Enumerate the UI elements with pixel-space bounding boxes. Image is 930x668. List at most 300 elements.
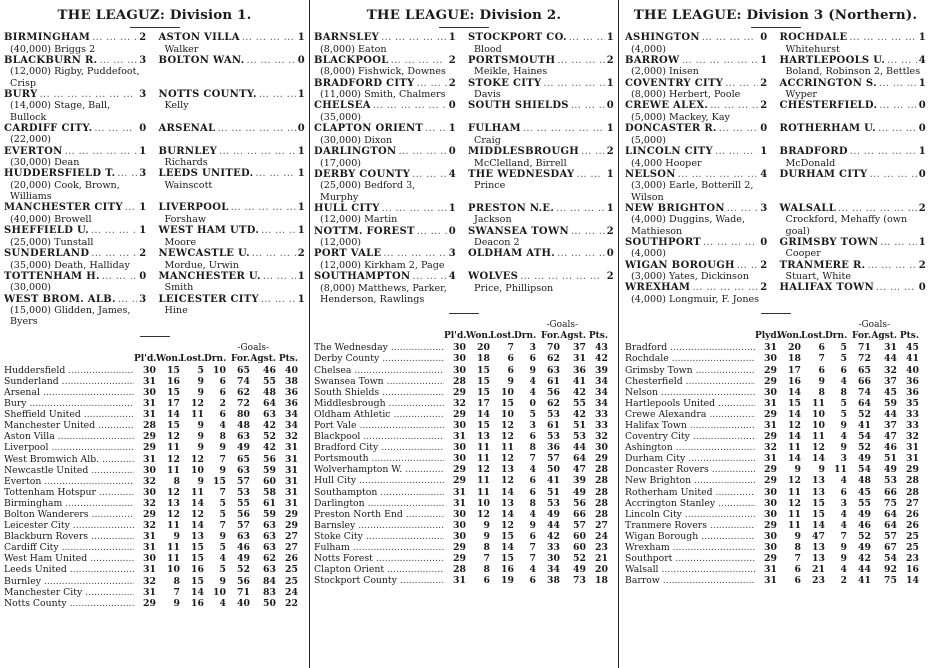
goals-against-cell: 63 [263,564,276,576]
home-team-name: EVERTON [4,145,63,157]
lost-cell: 10 [501,386,514,398]
drawn-cell: 5 [219,497,226,509]
won-cell: 12 [167,453,180,465]
leader-dots [557,55,604,67]
away-scorers: Whitehurst [785,43,840,55]
leader-dots [880,237,916,249]
won-cell: 15 [167,386,180,398]
match-result [314,78,614,101]
played-cell: 29 [764,364,777,376]
table-row [314,531,614,542]
away-score: 0 [297,122,305,134]
drawn-cell: 4 [840,475,847,487]
points-cell: 28 [595,475,608,487]
lost-cell: 15 [191,542,204,554]
match-result [625,146,926,169]
team-name-cell: Sheffield United ..... [4,409,134,420]
points-cell: 25 [906,542,919,554]
home-team-name: CLAPTON ORIENT [314,123,424,135]
drawn-cell: 6 [840,364,847,376]
played-cell: 29 [143,508,156,520]
away-team-name: SWANSEA TOWN [468,225,569,237]
match-result [4,55,305,89]
home-team-name: NEW BRIGHTON [625,202,725,214]
away-score: 2 [606,225,614,237]
played-cell: 28 [143,420,156,432]
away-team-block [155,225,306,248]
goals-for-cell: 65 [237,364,250,376]
won-cell: 11 [788,519,801,531]
away-score: 1 [918,77,926,89]
played-cell: 29 [453,408,466,420]
goals-against-cell: 54 [884,553,897,565]
points-cell: 34 [595,375,608,387]
played-cell: 30 [764,542,777,554]
away-score: 0 [606,248,614,260]
won-cell: 9 [483,519,490,531]
goals-against-cell: 64 [884,519,897,531]
home-team-block [625,55,776,78]
drawn-cell: 6 [529,431,536,443]
points-cell: 34 [285,420,298,432]
table-row [314,453,614,464]
team-name-cell: Coventry City ..... [625,431,755,442]
played-cell: 30 [453,353,466,365]
home-team-name: BARNSLEY [314,32,380,43]
goals-against-cell: 55 [263,375,276,387]
division-title: THE LEAGUE: Division 2. [366,7,562,23]
away-score: 2 [918,259,926,271]
goals-for-cell: 34 [547,564,560,576]
team-name-cell: Hull City ..... [314,475,444,486]
lost-cell: 12 [191,453,204,465]
goals-against-cell: 49 [573,486,586,498]
team-name-cell: Bradford ..... [625,342,755,353]
away-score: 1 [606,202,614,214]
away-team-block [155,32,306,55]
table-row [314,409,614,420]
goals-for-cell: 44 [858,564,871,576]
goals-for-cell: 41 [858,420,871,432]
away-score: 0 [918,168,926,180]
away-team-block [464,226,614,249]
home-score: 1 [448,202,456,214]
away-team-name: HALIFAX TOWN [779,282,875,294]
lost-cell: 5 [197,364,204,376]
lost-cell: 14 [191,586,204,598]
away-team-block [464,203,614,226]
played-cell: 30 [453,442,466,454]
won-cell: 11 [477,453,490,465]
leader-dots [383,248,446,260]
drawn-cell: 4 [529,464,536,476]
table-row [4,553,305,564]
goals-for-cell: 45 [858,486,871,498]
points-cell: 28 [595,486,608,498]
leader-dots [391,55,447,67]
away-score: 1 [297,225,305,237]
leader-dots [219,146,296,158]
table-header [625,331,926,342]
won-cell: 16 [167,375,180,387]
away-scorers: Mordue, Urwin [164,259,239,271]
league-table [4,343,305,609]
home-team-name: WREXHAM [625,282,691,294]
won-cell: 6 [794,575,801,587]
goals-for-cell: 57 [237,520,250,532]
points-cell: 29 [285,520,298,532]
drawn-cell: 6 [529,486,536,498]
column-header: Drn. [514,331,537,342]
drawn-cell: 2 [219,398,226,410]
won-cell: 20 [477,342,490,354]
team-name-cell: Stoke City ..... [314,531,444,542]
goals-against-cell: 45 [884,386,897,398]
played-cell: 32 [143,497,156,509]
won-cell: 7 [483,553,490,565]
goals-for-cell: 63 [237,431,250,443]
lost-cell: 8 [818,386,825,398]
away-team-name: TRANMERE R. [779,259,866,271]
points-cell: 35 [906,397,919,409]
match-result [4,294,305,328]
drawn-cell: 9 [529,364,536,376]
drawn-cell: 6 [840,486,847,498]
away-scorers: Prince [474,180,506,192]
drawn-cell: 10 [213,586,226,598]
drawn-cell: 11 [834,464,847,476]
drawn-cell: 6 [219,409,226,421]
leader-dots [261,294,296,306]
leader-dots [887,55,917,67]
won-cell: 14 [788,453,801,465]
drawn-cell: 6 [529,475,536,487]
home-team-name: HUDDERSFIELD T. [4,168,116,180]
points-cell: 28 [906,486,919,498]
goals-for-cell: 54 [858,464,871,476]
away-team-block [155,271,306,294]
table-row [625,520,926,531]
home-team-name: BRADFORD CITY [314,77,415,89]
home-attendance-scorers: (12,000) [320,237,362,249]
won-cell: 15 [477,364,490,376]
away-score: 1 [297,270,305,282]
leader-dots [692,282,758,294]
away-score: 0 [918,123,926,135]
table-row [314,542,614,553]
won-cell: 15 [477,375,490,387]
table-row [314,487,614,498]
won-cell: 12 [167,431,180,443]
away-team-block [464,55,614,78]
played-cell: 29 [764,464,777,476]
won-cell: 14 [788,386,801,398]
team-name-cell: Clapton Orient ..... [314,564,444,575]
played-cell: 30 [764,497,777,509]
won-cell: 13 [477,431,490,443]
goals-for-cell: 52 [858,442,871,454]
played-cell: 30 [453,453,466,465]
leader-dots [91,225,137,237]
goals-for-cell: 56 [237,575,250,587]
divider [449,313,479,314]
lost-cell: 13 [501,497,514,509]
match-result [4,146,305,169]
away-scorers: Moore [164,236,197,248]
table-row [314,420,614,431]
team-name-cell: Hartlepools United ..... [625,398,755,409]
away-scorers: Deacon 2 [474,237,520,249]
away-scorers: Richards [164,157,208,169]
table-row [314,520,614,531]
lost-cell: 15 [812,508,825,520]
team-name-cell: Aston Villa ..... [4,431,134,442]
home-team-block [625,203,776,237]
match-result [4,32,305,55]
away-team-name: LIVERPOOL [158,202,229,214]
drawn-cell: 6 [219,375,226,387]
away-scorers: Wyper [785,89,817,101]
home-team-name: SOUTHAMPTON [314,271,411,283]
away-team-block [464,248,614,271]
goals-for-cell: 52 [858,408,871,420]
leader-dots [876,282,917,294]
home-team-name: TOTTENHAM H. [4,270,100,282]
points-cell: 41 [906,353,919,365]
home-score: 0 [448,145,456,157]
played-cell: 30 [453,508,466,520]
table-row [4,487,305,498]
table-row [4,454,305,465]
drawn-cell: 4 [840,431,847,443]
away-team-name: BURNLEY [158,145,218,157]
played-cell: 30 [453,519,466,531]
column-header: Lost. [490,331,515,342]
points-cell: 40 [906,364,919,376]
home-team-block [4,294,155,328]
column-header: Drn. [825,331,848,342]
lost-cell: 13 [812,553,825,565]
points-cell: 34 [285,409,298,421]
lost-cell: 15 [501,530,514,542]
points-cell: 20 [595,564,608,576]
goals-against-cell: 52 [263,431,276,443]
home-score: 3 [139,88,147,100]
goals-for-cell: 30 [547,553,560,565]
team-name-cell: Barrow ..... [625,575,755,586]
away-team-block [155,123,306,146]
lost-cell: 14 [191,497,204,509]
played-cell: 31 [143,542,156,554]
match-result [4,225,305,248]
home-team-name: LINCOLN CITY [625,145,713,157]
played-cell: 31 [453,486,466,498]
played-cell: 31 [143,586,156,598]
drawn-cell: 5 [840,408,847,420]
lost-cell: 14 [812,453,825,465]
drawn-cell: 9 [219,442,226,454]
won-cell: 6 [794,564,801,576]
goals-against-cell: 44 [884,408,897,420]
home-team-block [314,123,464,146]
won-cell: 8 [483,564,490,576]
goals-for-cell: 70 [547,342,560,354]
team-name-cell: Rochdale ..... [625,353,755,364]
drawn-cell: 7 [219,486,226,498]
leader-dots [261,225,296,237]
table-row [4,420,305,431]
leader-dots [40,89,138,101]
lost-cell: 13 [501,464,514,476]
played-cell: 31 [143,453,156,465]
lost-cell: 12 [501,475,514,487]
lost-cell: 6 [818,342,825,354]
drawn-cell: 9 [840,420,847,432]
played-cell: 30 [143,464,156,476]
leader-dots [678,169,759,181]
home-attendance-scorers: (25,000) Bedford 3, Murphy [320,180,416,203]
won-cell: 12 [167,486,180,498]
home-team-name: NOTTM. FOREST [314,225,415,237]
lost-cell: 12 [501,431,514,443]
points-cell: 27 [285,531,298,543]
home-team-name: BURY [4,88,38,100]
away-team-name: BOLTON WAN. [158,54,245,66]
points-cell: 28 [906,475,919,487]
drawn-cell: 10 [213,364,226,376]
goals-for-cell: 63 [237,464,250,476]
goals-against-cell: 49 [884,464,897,476]
home-team-block [625,237,776,260]
home-team-name: DARLINGTON [314,145,397,157]
team-name-cell: Bury ..... [4,398,134,409]
away-team-block [776,78,927,101]
lost-cell: 15 [812,497,825,509]
away-score: 1 [606,77,614,89]
team-name-cell: Oldham Athletic ..... [314,409,444,420]
away-scorers: Crockford, Mehaffy (own goal) [785,214,908,237]
lost-cell: 12 [501,453,514,465]
team-name-cell: Walsall ..... [625,564,755,575]
home-attendance-scorers: (35,000) [320,111,362,123]
leader-dots [252,248,296,260]
column-header: Won. [466,331,492,342]
home-team-block [625,146,776,169]
division-2-column [310,0,619,668]
division-1-column [0,0,310,668]
drawn-cell: 7 [219,453,226,465]
home-attendance-scorers: (4,000) [631,248,666,260]
played-cell: 29 [453,475,466,487]
home-score: 2 [760,282,768,294]
won-cell: 7 [794,553,801,565]
goals-against-cell: 63 [263,542,276,554]
goals-for-cell: 74 [237,375,250,387]
away-team-block [776,100,927,123]
team-name-cell: Bolton Wanderers ..... [4,509,134,520]
home-score: 1 [448,32,456,43]
away-scorers: Jackson [474,214,512,226]
home-score: 0 [139,270,147,282]
drawn-cell: 6 [219,386,226,398]
lost-cell: 9 [197,442,204,454]
team-name-cell: Derby County ..... [314,353,444,364]
played-cell: 29 [453,464,466,476]
played-cell: 29 [764,431,777,443]
drawn-cell: 5 [840,342,847,354]
table-row [4,398,305,409]
home-attendance-scorers: (5,000) [631,134,666,146]
home-score: 1 [139,225,147,237]
home-team-name: DONCASTER R. [625,123,717,135]
goals-against-cell: 64 [573,453,586,465]
table-row [4,365,305,376]
away-team-block [464,271,614,305]
home-team-block [625,260,776,283]
goals-for-cell: 56 [547,386,560,398]
match-result [4,168,305,202]
team-name-cell: Everton ..... [4,476,134,487]
lost-cell: 47 [812,530,825,542]
drawn-cell: 4 [840,375,847,387]
won-cell: 12 [477,508,490,520]
drawn-cell: 6 [529,575,536,587]
leader-dots [99,55,137,67]
table-row [625,464,926,475]
table-row [4,564,305,575]
goals-for-cell: 63 [237,531,250,543]
drawn-cell: 0 [529,397,536,409]
column-header: Won. [156,353,182,364]
goals-for-cell: 42 [547,530,560,542]
team-name-cell: Blackpool ..... [314,431,444,442]
home-team-block [4,225,155,248]
column-header: Agst. [560,331,586,342]
lost-cell: 9 [818,375,825,387]
points-cell: 36 [906,386,919,398]
home-score: 1 [760,54,768,66]
goals-against-cell: 59 [263,508,276,520]
home-attendance-scorers: (8,000) Herbert, Poole [631,89,741,101]
away-team-name: NOTTS COUNTY. [158,88,257,100]
goals-for-cell: 48 [858,475,871,487]
table-row [625,498,926,509]
table-row [4,431,305,442]
home-team-name: BLACKPOOL [314,54,389,66]
drawn-cell: 5 [840,397,847,409]
leader-dots [569,32,605,44]
played-cell: 32 [764,442,777,454]
table-row [4,598,305,609]
away-team-block [464,169,614,203]
home-attendance-scorers: (40,000) Briggs 2 [10,43,96,55]
points-cell: 31 [906,442,919,454]
team-name-cell: The Wednesday ..... [314,342,444,353]
team-name-cell: Port Vale ..... [314,420,444,431]
goals-against-cell: 59 [884,397,897,409]
goals-against-cell: 59 [263,464,276,476]
match-result [625,169,926,203]
home-team-block [4,146,155,169]
lost-cell: 13 [812,486,825,498]
away-score: 1 [297,88,305,100]
match-results [314,32,614,305]
team-name-cell: Wrexham ..... [625,542,755,553]
won-cell: 9 [794,530,801,542]
played-cell: 29 [453,542,466,554]
goals-for-cell: 71 [858,342,871,354]
table-row [4,498,305,509]
